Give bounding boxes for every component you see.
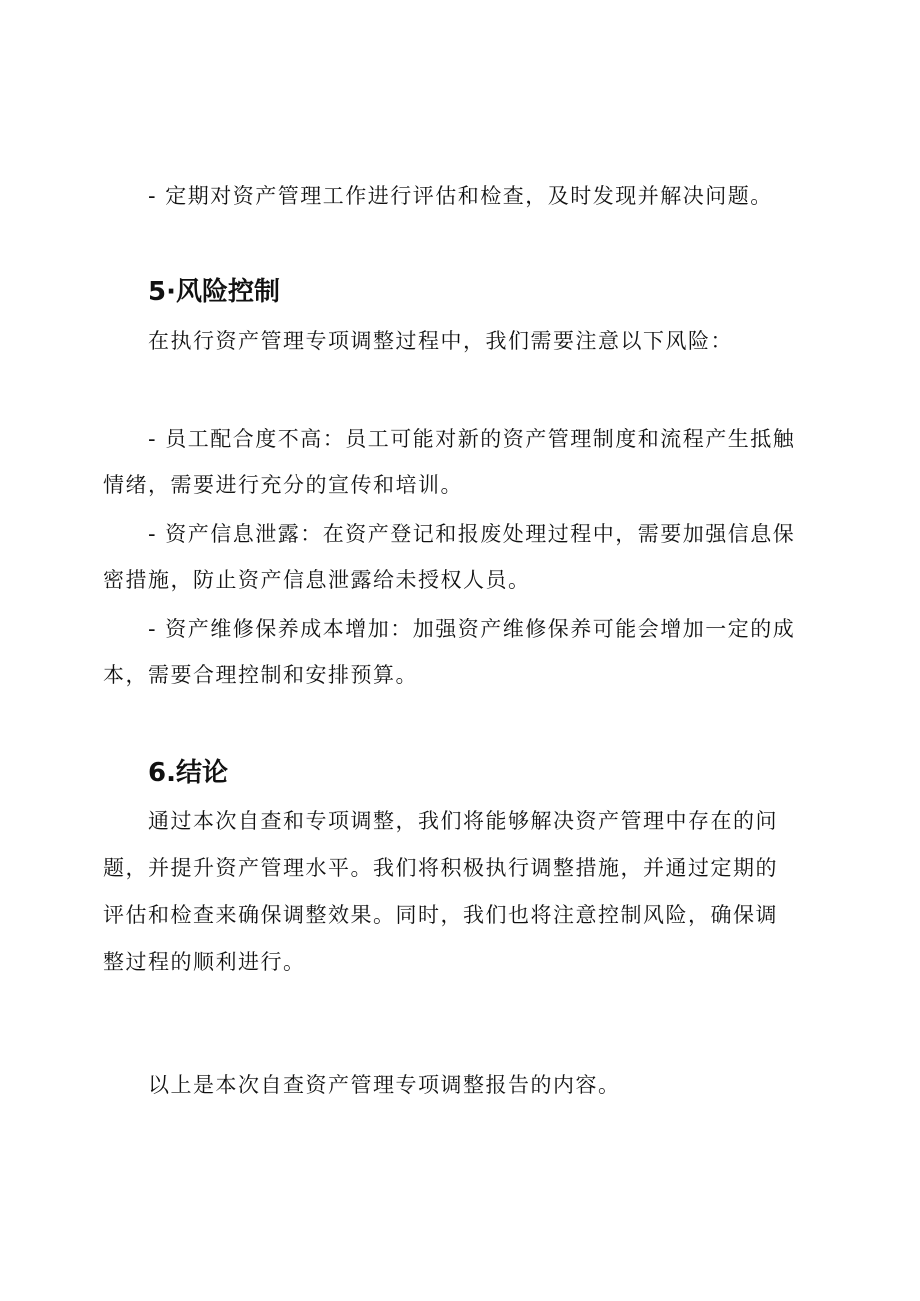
risk-item-2-line-2: 密措施，防止资产信息泄露给未授权人员。 [103,568,531,592]
risk-item-3-line-2: 本，需要合理控制和安排预算。 [103,663,418,687]
section-6-heading: 6.结论 [148,758,228,788]
conclusion-line-3: 评估和检查来确保调整效果。同时，我们也将注意控制风险，确保调 [103,903,778,927]
section-5-intro: 在执行资产管理专项调整过程中，我们需要注意以下风险： [148,329,733,353]
conclusion-line-4: 整过程的顺利进行。 [103,950,306,974]
risk-item-1-line-1: - 员工配合度不高：员工可能对新的资产管理制度和流程产生抵触 [148,427,796,451]
conclusion-line-2: 题，并提升资产管理水平。我们将积极执行调整措施，并通过定期的 [103,856,778,880]
section-5-heading: 5·风险控制 [148,277,280,307]
risk-item-1-line-2: 情绪，需要进行充分的宣传和培训。 [103,473,463,497]
risk-item-2-line-1: - 资产信息泄露：在资产登记和报废处理过程中，需要加强信息保 [148,522,796,546]
intro-bullet: - 定期对资产管理工作进行评估和检查，及时发现并解决问题。 [148,184,773,208]
conclusion-line-1: 通过本次自查和专项调整，我们将能够解决资产管理中存在的问 [148,809,778,833]
closing-line: 以上是本次自查资产管理专项调整报告的内容。 [148,1073,621,1097]
risk-item-3-line-1: - 资产维修保养成本增加：加强资产维修保养可能会增加一定的成 [148,617,796,641]
